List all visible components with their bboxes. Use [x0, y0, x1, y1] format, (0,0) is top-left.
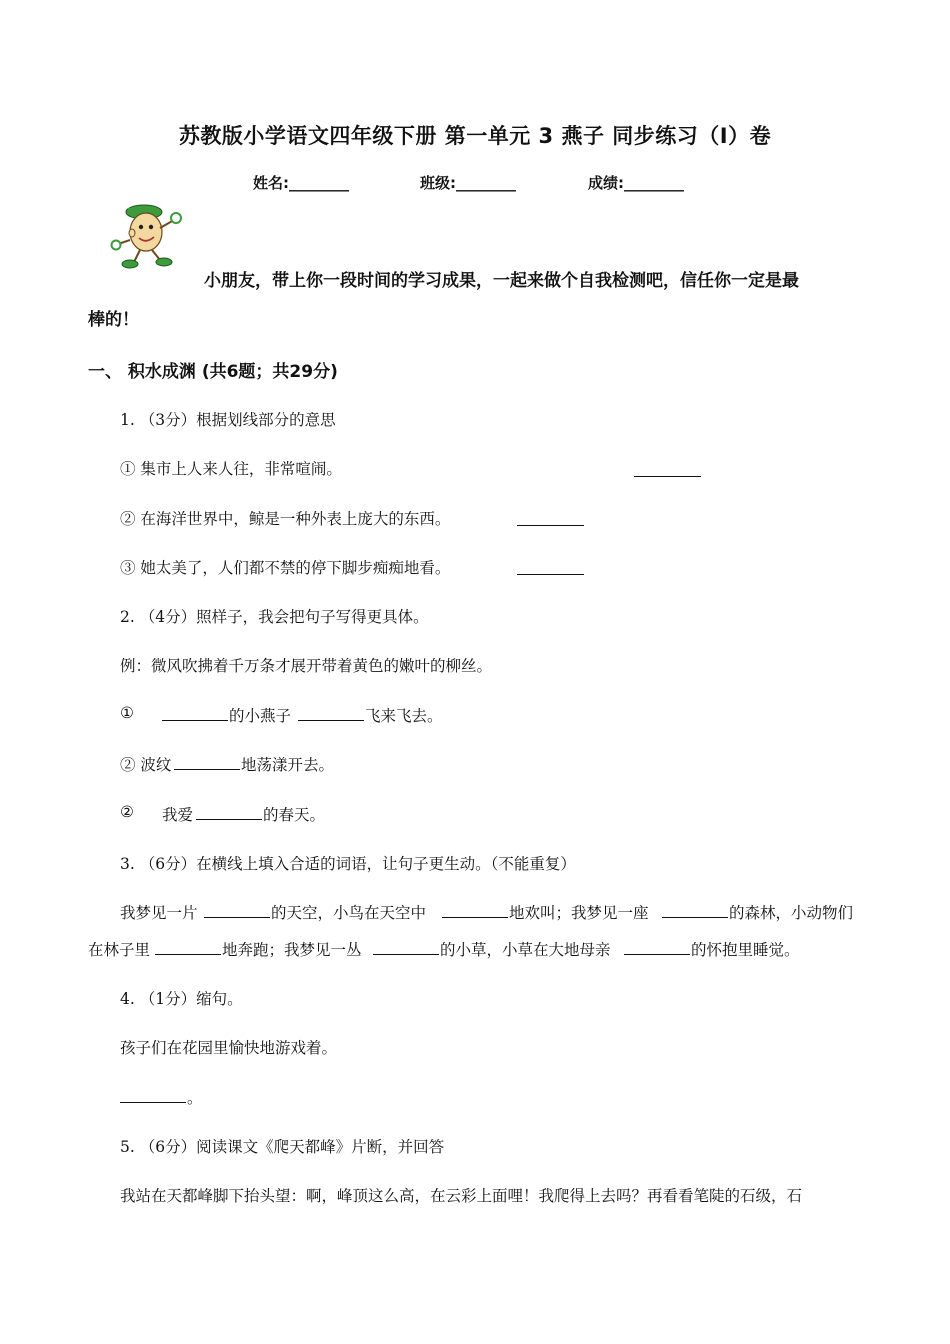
question-3-stem: 3. （6分）在横线上填入合适的词语，让句子更生动。（不能重复）: [120, 855, 576, 873]
question-3-text-1b: 的天空，小鸟在天空中: [271, 904, 427, 922]
name-field[interactable]: 姓名:________: [253, 174, 349, 192]
question-2-example: 例：微风吹拂着千万条才展开带着黄色的嫩叶的柳丝。: [120, 657, 493, 675]
question-2-item-2-text-a: ② 波纹: [120, 756, 172, 774]
question-2-stem: 2. （4分）照样子，我会把句子写得更具体。: [120, 608, 429, 626]
question-3-text-1d: 的森林，小动物们: [729, 904, 854, 922]
page-title: 苏教版小学语文四年级下册 第一单元 3 燕子 同步练习（I）卷: [178, 124, 772, 148]
question-3-text-2a: 在林子里: [88, 941, 151, 959]
answer-blank[interactable]: [162, 706, 228, 721]
answer-blank[interactable]: [174, 755, 240, 770]
question-1-item-1: ① 集市上人来人往，非常喧闹。: [120, 460, 342, 478]
question-2-item-1-text-b: 飞来飞去。: [365, 707, 443, 725]
answer-blank[interactable]: [196, 805, 262, 820]
score-field[interactable]: 成绩:________: [588, 174, 684, 192]
question-3-text-2b: 地奔跑；我梦见一丛: [222, 941, 362, 959]
intro-line-1: 小朋友，带上你一段时间的学习成果，一起来做个自我检测吧，信任你一定是最: [204, 271, 799, 291]
question-1-stem: 1. （3分）根据划线部分的意思: [120, 411, 336, 429]
class-field[interactable]: 班级:________: [420, 174, 516, 192]
answer-blank[interactable]: [442, 903, 508, 918]
question-4-stem: 4. （1分）缩句。: [120, 990, 243, 1008]
answer-blank[interactable]: [517, 511, 584, 526]
answer-blank[interactable]: [373, 940, 439, 955]
answer-blank[interactable]: [155, 940, 221, 955]
question-1-item-3: ③ 她太美了，人们都不禁的停下脚步痴痴地看。: [120, 559, 451, 577]
question-2-item-1-text-a: 的小燕子: [229, 707, 292, 725]
question-4-sentence: 孩子们在花园里愉快地游戏着。: [120, 1039, 338, 1057]
cartoon-boy-mascot-icon: [108, 200, 188, 272]
answer-blank[interactable]: [662, 903, 728, 918]
question-2-item-3-text-b: 的春天。: [263, 806, 326, 824]
question-2-item-3-text-a: 我爱: [162, 806, 194, 824]
section-heading: 一、 积水成渊 (共6题；共29分): [88, 362, 338, 382]
answer-blank[interactable]: [204, 903, 270, 918]
question-2-item-3-number: ②: [120, 803, 134, 821]
question-3-text-1a: 我梦见一片: [120, 904, 198, 922]
question-1-item-2: ② 在海洋世界中，鲸是一种外表上庞大的东西。: [120, 510, 451, 528]
answer-blank[interactable]: [298, 706, 364, 721]
intro-line-2: 棒的！: [88, 310, 139, 330]
question-4-answer-tail: 。: [187, 1089, 203, 1107]
question-2-item-1-number: ①: [120, 704, 134, 722]
answer-blank[interactable]: [120, 1088, 186, 1103]
answer-blank[interactable]: [634, 462, 701, 477]
question-5-stem: 5. （6分）阅读课文《爬天都峰》片断，并回答: [120, 1138, 445, 1156]
question-3-text-1c: 地欢叫；我梦见一座: [509, 904, 649, 922]
question-3-text-2c: 的小草，小草在大地母亲: [440, 941, 611, 959]
question-2-item-2-text-b: 地荡漾开去。: [241, 756, 335, 774]
answer-blank[interactable]: [624, 940, 690, 955]
answer-blank[interactable]: [517, 560, 584, 575]
question-5-passage: 我站在天都峰脚下抬头望：啊，峰顶这么高，在云彩上面哩！我爬得上去吗？再看看笔陡的石级，石: [120, 1187, 803, 1205]
question-3-text-2d: 的怀抱里睡觉。: [691, 941, 800, 959]
